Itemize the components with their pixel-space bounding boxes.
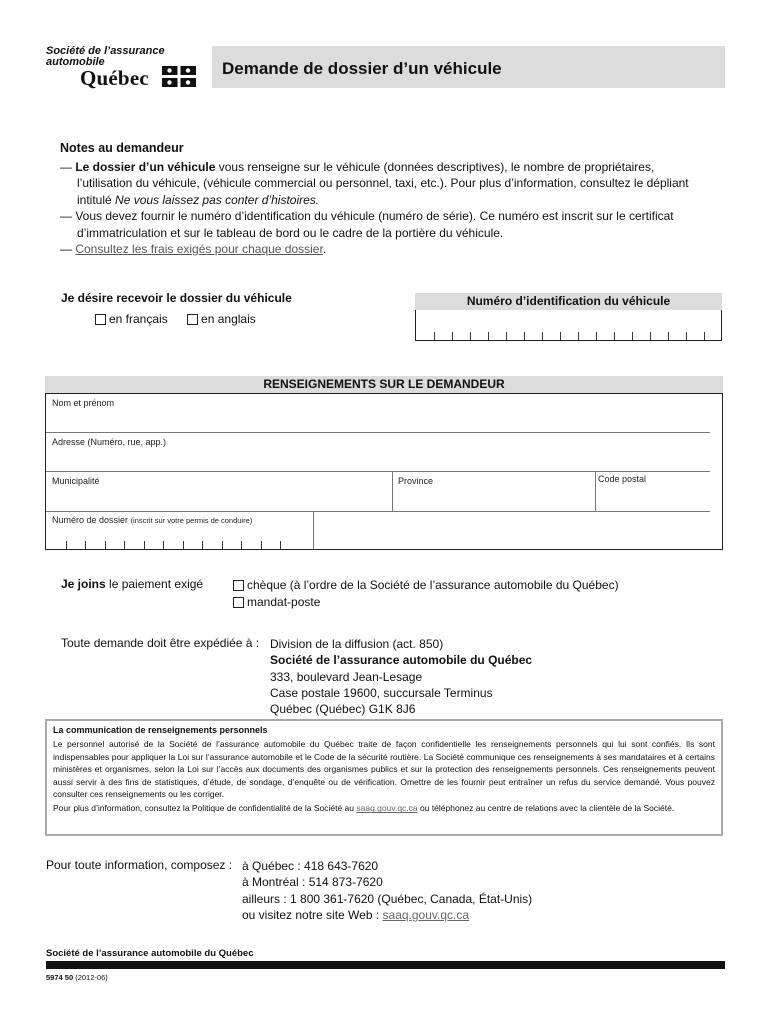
file-number-label: Numéro de dossier (inscrit sur votre permis de conduire) xyxy=(52,515,253,525)
comb-tick xyxy=(632,332,633,340)
info-site-link[interactable]: saaq.gouv.qc.ca xyxy=(382,907,470,922)
address-label: Adresse (Numéro, rue, app.) xyxy=(52,437,167,447)
mailing-address: Division de la diffusion (act. 850) Société de l’assurance automobile du Québec 333, boulevard Jean-Lesage Case postale 19600, succursale Terminus Québec (Québec) G1K 8J6 xyxy=(270,637,533,717)
name-label: Nom et prénom xyxy=(52,398,115,408)
english-checkbox[interactable] xyxy=(187,314,198,325)
footer-org: Société de l’assurance automobile du Québec xyxy=(46,948,254,959)
applicant-box xyxy=(45,393,723,550)
comb-tick xyxy=(85,541,86,549)
notes-heading: Notes au demandeur xyxy=(60,141,184,155)
comb-tick xyxy=(452,332,453,340)
vin-heading: Numéro d’identification du véhicule xyxy=(415,293,722,310)
address-field[interactable] xyxy=(46,448,706,470)
comb-tick xyxy=(560,332,561,340)
comb-tick xyxy=(163,541,164,549)
file-number-field[interactable] xyxy=(46,527,312,549)
english-label: en anglais xyxy=(201,312,256,326)
comb-tick xyxy=(183,541,184,549)
name-field[interactable] xyxy=(46,409,706,431)
form-title-band xyxy=(212,46,725,88)
comb-tick xyxy=(124,541,125,549)
cheque-checkbox[interactable] xyxy=(233,580,244,591)
language-heading: Je désire recevoir le dossier du véhicule xyxy=(61,291,292,305)
payment-label: Je joins le paiement exigé xyxy=(61,577,204,591)
form-title: Demande de dossier d’un véhicule xyxy=(222,59,502,78)
comb-tick xyxy=(488,332,489,340)
comb-tick xyxy=(144,541,145,549)
french-checkbox[interactable] xyxy=(95,314,106,325)
mailing-label: Toute demande doit être expédiée à : xyxy=(61,636,260,650)
privacy-more: Pour plus d’information, consultez la Politique de confidentialité de la Société au saaq.gouv.qc.ca ou téléphonez au centre de relations avec la clientèle de la Société. xyxy=(53,803,675,814)
privacy-site-link[interactable]: saaq.gouv.qc.ca xyxy=(356,803,418,814)
province-label: Province xyxy=(398,476,434,486)
privacy-notice xyxy=(45,719,723,836)
comb-tick xyxy=(650,332,651,340)
form-code: 5974 50 (2012-06) xyxy=(46,973,108,982)
comb-tick xyxy=(241,541,242,549)
payment-options xyxy=(233,577,619,611)
comb-tick xyxy=(434,332,435,340)
info-label: Pour toute information, composez : xyxy=(46,858,233,872)
applicant-heading: RENSEIGNEMENTS SUR LE DEMANDEUR xyxy=(45,376,723,393)
comb-tick xyxy=(704,332,705,340)
footer-bar xyxy=(46,961,725,969)
city-field[interactable] xyxy=(46,487,391,509)
vin-input[interactable] xyxy=(415,310,722,341)
comb-tick xyxy=(470,332,471,340)
comb-tick xyxy=(614,332,615,340)
money-order-checkbox[interactable] xyxy=(233,597,244,608)
cheque-label: chèque (à l’ordre de la Société de l’assurance automobile du Québec) xyxy=(247,578,619,592)
comb-tick xyxy=(668,332,669,340)
comb-tick xyxy=(261,541,262,549)
city-label: Municipalité xyxy=(52,476,100,486)
postal-label: Code postal xyxy=(598,474,647,484)
privacy-body: Le personnel autorisé de la Société de l’assurance automobile du Québec traite de façon confidentielle les renseignements personnels qui lui sont confiés. Ils sont indispensables pour appliquer la Loi sur l’assurance automobile et le Code de la sécurité routière. La Société communique ces renseignements à ses mandataires et à certains ministères et organismes, selon la Loi sur l’accès aux documents des organismes publics et sur la protection des renseignements personnels. Ces renseignements peuvent aussi servir à des fins de statistiques, d’étude, de sondage, d’enquête ou de vérification. Omettre de les fournir peut entraîner un refus du service demandé. Vous pouvez consulter ces renseignements ou les corriger. xyxy=(53,739,715,800)
note-item-2: — Vous devez fournir le numéro d’identification du véhicule (numéro de série). Ce numéro est inscrit sur le certificat d’immatriculation et sur le tableau de bord ou le cadre de la portière du véhicule. xyxy=(60,209,674,240)
french-label: en français xyxy=(109,312,168,326)
notes-section xyxy=(60,140,712,258)
comb-tick xyxy=(524,332,525,340)
comb-tick xyxy=(578,332,579,340)
postal-field[interactable] xyxy=(596,487,710,509)
comb-tick xyxy=(506,332,507,340)
comb-tick xyxy=(542,332,543,340)
note-item-3: — Consultez les frais exigés pour chaque dossier. xyxy=(60,242,327,256)
quebec-flag-icon xyxy=(162,66,196,87)
comb-tick xyxy=(686,332,687,340)
quebec-wordmark: Québec xyxy=(80,66,149,90)
privacy-heading: La communication de renseignements personnels xyxy=(53,725,268,735)
money-order-label: mandat-poste xyxy=(247,595,321,609)
comb-tick xyxy=(105,541,106,549)
comb-tick xyxy=(596,332,597,340)
fees-link[interactable]: Consultez les frais exigés pour chaque dossier xyxy=(75,242,323,256)
language-options xyxy=(95,312,272,326)
comb-tick xyxy=(280,541,281,549)
info-contacts: à Québec : 418 643-7620 à Montréal : 514 873-7620 ailleurs : 1 800 361-7620 (Québec, Canada, État-Unis) ou visitez notre site Web : saaq.gouv.qc.ca xyxy=(242,859,533,922)
org-line2: automobile xyxy=(46,56,105,68)
note-item-1: — Le dossier d’un véhicule vous renseigne sur le véhicule (données descriptives), le nombre de propriétaires, l’utilisation du véhicule, (véhicule commercial ou personnel, taxi, etc.). Pour plus d’information, consultez le dépliant intitulé Ne vous laissez pas conter d’histoires. xyxy=(60,159,689,207)
comb-tick xyxy=(222,541,223,549)
org-logo-text xyxy=(46,46,165,68)
comb-tick xyxy=(202,541,203,549)
org-line1: Société de l’assurance xyxy=(46,45,165,57)
comb-tick xyxy=(66,541,67,549)
province-field[interactable] xyxy=(393,487,593,509)
